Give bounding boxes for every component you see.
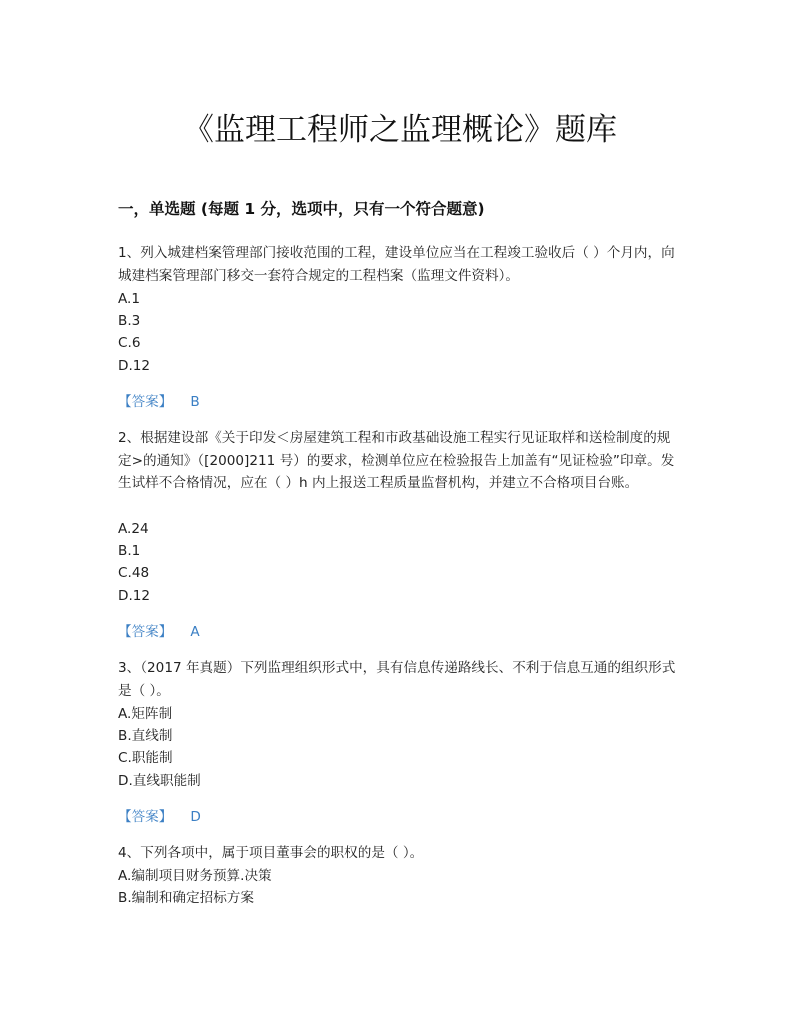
answer-value: D	[190, 809, 201, 825]
answer-label: 【答案】	[118, 809, 173, 825]
question-2-option-a: A.24	[118, 521, 149, 537]
answer-value: A	[190, 624, 200, 640]
section-heading: 一，单选题 (每题 1 分，选项中，只有一个符合题意)	[118, 200, 485, 218]
question-1-option-b: B.3	[118, 313, 141, 329]
question-1-stem: 1、列入城建档案管理部门接收范围的工程，建设单位应当在工程竣工验收后（ ）个月内，向城建档案管理部门移交一套符合规定的工程档案（监理文件资料）。	[118, 245, 675, 284]
question-3-option-c: C.职能制	[118, 750, 173, 766]
answer-value: B	[190, 394, 200, 410]
question-1-option-a: A.1	[118, 291, 141, 307]
question-4-stem: 4、下列各项中，属于项目董事会的职权的是（ ）。	[118, 845, 424, 861]
answer-label: 【答案】	[118, 394, 173, 410]
document-title: 《监理工程师之监理概论》题库	[183, 112, 617, 148]
question-4-option-b: B.编制和确定招标方案	[118, 890, 254, 906]
question-2-stem: 2、根据建设部《关于印发＜房屋建筑工程和市政基础设施工程实行见证取样和送检制度的规定>的通知》（[2000]211 号）的要求，检测单位应在检验报告上加盖有“见证检验”印章。发生试样不合格情况，应在（ ）h 内上报送工程质量监督机构，并建立不合格项目台账。	[118, 430, 675, 491]
question-3-option-b: B.直线制	[118, 728, 173, 744]
question-3-option-d: D.直线职能制	[118, 773, 201, 789]
question-1-answer	[118, 391, 200, 413]
question-4-option-a: A.编制项目财务预算.决策	[118, 868, 272, 884]
question-2-option-d: D.12	[118, 588, 151, 604]
question-2-answer	[118, 621, 200, 643]
question-1-option-c: C.6	[118, 335, 141, 351]
answer-label: 【答案】	[118, 624, 173, 640]
question-3-stem: 3、（2017 年真题）下列监理组织形式中，具有信息传递路线长、不利于信息互通的组织形式是（ ）。	[118, 660, 676, 699]
question-2-option-c: C.48	[118, 565, 150, 581]
question-1-option-d: D.12	[118, 358, 151, 374]
question-3-option-a: A.矩阵制	[118, 706, 173, 722]
question-3-answer	[118, 806, 201, 828]
question-2-option-b: B.1	[118, 543, 141, 559]
